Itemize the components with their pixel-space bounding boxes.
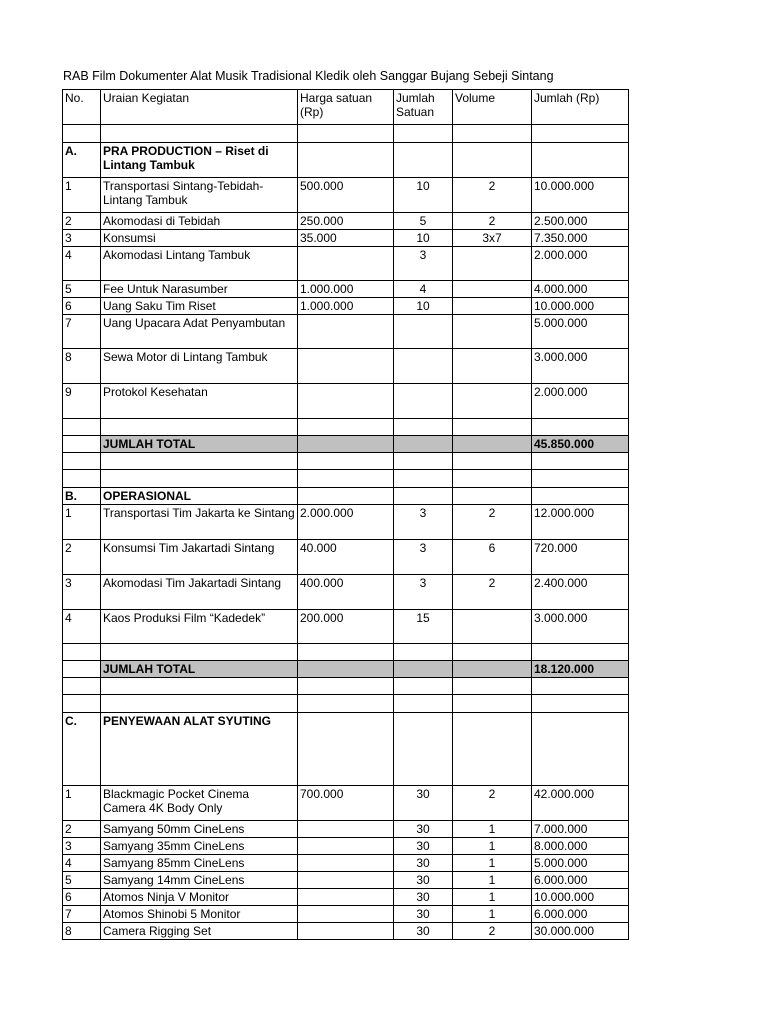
cell-quantity: 5: [394, 213, 453, 230]
cell-volume: [453, 436, 532, 453]
cell-quantity: [394, 349, 453, 384]
cell-quantity: 30: [394, 923, 453, 940]
cell-amount: 2.400.000: [532, 575, 629, 610]
cell-description: Akomodasi Tim Jakartadi Sintang: [101, 575, 298, 610]
cell-volume: [453, 125, 532, 143]
cell-amount: [532, 488, 629, 505]
cell-no: 7: [63, 315, 101, 349]
total-row: [63, 661, 629, 678]
cell-amount: 6.000.000: [532, 906, 629, 923]
cell-no: C.: [63, 713, 101, 786]
cell-amount: 7.000.000: [532, 821, 629, 838]
cell-unit-price: 400.000: [298, 575, 394, 610]
cell-volume: 1: [453, 855, 532, 872]
table-row: [63, 855, 629, 872]
cell-no: [63, 453, 101, 470]
cell-description: Samyang 35mm CineLens: [101, 838, 298, 855]
cell-description: JUMLAH TOTAL: [101, 661, 298, 678]
cell-amount: 2.500.000: [532, 213, 629, 230]
cell-quantity: [394, 470, 453, 488]
cell-description: [101, 678, 298, 695]
cell-description: Samyang 50mm CineLens: [101, 821, 298, 838]
cell-description: Konsumsi: [101, 230, 298, 247]
cell-description: Sewa Motor di Lintang Tambuk: [101, 349, 298, 384]
cell-description: [101, 419, 298, 436]
cell-description: Atomos Shinobi 5 Monitor: [101, 906, 298, 923]
cell-quantity: [394, 488, 453, 505]
blank-row: [63, 695, 629, 713]
header-description: Uraian Kegiatan: [101, 90, 298, 125]
document-title: RAB Film Dokumenter Alat Musik Tradisional Kledik oleh Sanggar Bujang Sebeji Sintang: [63, 69, 554, 83]
cell-volume: 1: [453, 821, 532, 838]
cell-quantity: 30: [394, 821, 453, 838]
cell-no: 8: [63, 349, 101, 384]
cell-description: Camera Rigging Set: [101, 923, 298, 940]
cell-volume: 2: [453, 505, 532, 540]
table-row: [63, 821, 629, 838]
cell-unit-price: [298, 125, 394, 143]
cell-quantity: 3: [394, 575, 453, 610]
cell-unit-price: [298, 247, 394, 281]
cell-volume: 3x7: [453, 230, 532, 247]
cell-amount: [532, 470, 629, 488]
cell-amount: [532, 419, 629, 436]
table-row: [63, 315, 629, 349]
cell-volume: 2: [453, 178, 532, 213]
cell-no: 3: [63, 838, 101, 855]
cell-quantity: 10: [394, 230, 453, 247]
cell-no: 6: [63, 298, 101, 315]
cell-volume: [453, 713, 532, 786]
cell-description: Uang Saku Tim Riset: [101, 298, 298, 315]
cell-unit-price: [298, 384, 394, 419]
cell-description: [101, 695, 298, 713]
blank-row: [63, 644, 629, 661]
budget-table-body: [63, 90, 629, 940]
blank-row: [63, 470, 629, 488]
cell-description: Transportasi Tim Jakarta ke Sintang: [101, 505, 298, 540]
cell-no: 2: [63, 213, 101, 230]
cell-no: [63, 695, 101, 713]
cell-quantity: [394, 436, 453, 453]
cell-volume: [453, 419, 532, 436]
cell-unit-price: 35.000: [298, 230, 394, 247]
cell-quantity: 30: [394, 872, 453, 889]
budget-table: [62, 89, 629, 940]
table-row: [63, 247, 629, 281]
cell-quantity: 30: [394, 855, 453, 872]
cell-unit-price: [298, 855, 394, 872]
cell-unit-price: [298, 695, 394, 713]
cell-quantity: 3: [394, 247, 453, 281]
cell-description: OPERASIONAL: [101, 488, 298, 505]
header-volume: Volume: [453, 90, 532, 125]
cell-volume: [453, 644, 532, 661]
cell-volume: [453, 610, 532, 644]
cell-volume: [453, 143, 532, 178]
cell-quantity: 30: [394, 889, 453, 906]
cell-amount: [532, 453, 629, 470]
cell-unit-price: [298, 889, 394, 906]
cell-quantity: 3: [394, 505, 453, 540]
cell-quantity: [394, 453, 453, 470]
cell-volume: [453, 661, 532, 678]
cell-no: [63, 661, 101, 678]
cell-volume: 2: [453, 213, 532, 230]
table-row: [63, 384, 629, 419]
cell-unit-price: [298, 661, 394, 678]
cell-unit-price: [298, 488, 394, 505]
cell-amount: 12.000.000: [532, 505, 629, 540]
cell-description: Samyang 14mm CineLens: [101, 872, 298, 889]
table-row: [63, 505, 629, 540]
cell-no: [63, 644, 101, 661]
blank-row: [63, 453, 629, 470]
cell-unit-price: 250.000: [298, 213, 394, 230]
cell-amount: 3.000.000: [532, 610, 629, 644]
cell-amount: 10.000.000: [532, 298, 629, 315]
table-row: [63, 786, 629, 821]
cell-volume: [453, 298, 532, 315]
cell-no: 4: [63, 610, 101, 644]
cell-amount: [532, 644, 629, 661]
cell-amount: 4.000.000: [532, 281, 629, 298]
section-header-row: [63, 713, 629, 786]
cell-unit-price: 1.000.000: [298, 298, 394, 315]
cell-amount: 8.000.000: [532, 838, 629, 855]
total-row: [63, 436, 629, 453]
cell-amount: [532, 143, 629, 178]
cell-unit-price: [298, 470, 394, 488]
table-row: [63, 838, 629, 855]
cell-description: Samyang 85mm CineLens: [101, 855, 298, 872]
cell-quantity: [394, 384, 453, 419]
cell-volume: [453, 678, 532, 695]
cell-unit-price: 2.000.000: [298, 505, 394, 540]
cell-quantity: [394, 678, 453, 695]
cell-description: Atomos Ninja V Monitor: [101, 889, 298, 906]
cell-no: 3: [63, 575, 101, 610]
cell-quantity: [394, 419, 453, 436]
cell-no: 1: [63, 178, 101, 213]
cell-unit-price: 700.000: [298, 786, 394, 821]
cell-no: [63, 678, 101, 695]
cell-amount: 18.120.000: [532, 661, 629, 678]
cell-no: [63, 419, 101, 436]
cell-unit-price: [298, 644, 394, 661]
table-row: [63, 213, 629, 230]
cell-description: Uang Upacara Adat Penyambutan: [101, 315, 298, 349]
cell-unit-price: 500.000: [298, 178, 394, 213]
cell-amount: 30.000.000: [532, 923, 629, 940]
table-row: [63, 610, 629, 644]
cell-quantity: 15: [394, 610, 453, 644]
cell-quantity: [394, 125, 453, 143]
cell-unit-price: [298, 315, 394, 349]
table-row: [63, 349, 629, 384]
cell-quantity: [394, 315, 453, 349]
header-unit-price: Harga satuan (Rp): [298, 90, 394, 125]
cell-amount: 45.850.000: [532, 436, 629, 453]
cell-no: [63, 125, 101, 143]
cell-unit-price: [298, 872, 394, 889]
cell-volume: 6: [453, 540, 532, 575]
cell-no: 7: [63, 906, 101, 923]
header-no: No.: [63, 90, 101, 125]
cell-quantity: [394, 661, 453, 678]
blank-row: [63, 419, 629, 436]
cell-amount: [532, 695, 629, 713]
cell-unit-price: [298, 419, 394, 436]
cell-description: [101, 453, 298, 470]
cell-amount: [532, 713, 629, 786]
cell-unit-price: [298, 349, 394, 384]
cell-quantity: 10: [394, 298, 453, 315]
cell-quantity: 4: [394, 281, 453, 298]
cell-volume: 1: [453, 889, 532, 906]
table-row: [63, 281, 629, 298]
cell-description: Akomodasi Lintang Tambuk: [101, 247, 298, 281]
cell-quantity: [394, 644, 453, 661]
cell-volume: [453, 349, 532, 384]
cell-no: A.: [63, 143, 101, 178]
cell-volume: [453, 384, 532, 419]
cell-volume: 2: [453, 575, 532, 610]
cell-volume: [453, 488, 532, 505]
cell-unit-price: 40.000: [298, 540, 394, 575]
table-row: [63, 178, 629, 213]
cell-quantity: [394, 695, 453, 713]
cell-unit-price: [298, 453, 394, 470]
cell-amount: 3.000.000: [532, 349, 629, 384]
cell-description: [101, 125, 298, 143]
cell-amount: 42.000.000: [532, 786, 629, 821]
cell-amount: 10.000.000: [532, 889, 629, 906]
cell-no: 5: [63, 281, 101, 298]
table-row: [63, 906, 629, 923]
cell-volume: [453, 453, 532, 470]
cell-no: 1: [63, 786, 101, 821]
cell-amount: 5.000.000: [532, 315, 629, 349]
cell-description: PENYEWAAN ALAT SYUTING: [101, 713, 298, 786]
cell-quantity: [394, 143, 453, 178]
cell-quantity: [394, 713, 453, 786]
cell-unit-price: [298, 678, 394, 695]
cell-amount: [532, 678, 629, 695]
table-row: [63, 872, 629, 889]
cell-unit-price: [298, 838, 394, 855]
cell-quantity: 30: [394, 838, 453, 855]
cell-no: 9: [63, 384, 101, 419]
cell-description: Transportasi Sintang-Tebidah-Lintang Tambuk: [101, 178, 298, 213]
cell-amount: 10.000.000: [532, 178, 629, 213]
cell-unit-price: 200.000: [298, 610, 394, 644]
section-header-row: [63, 143, 629, 178]
cell-no: 4: [63, 247, 101, 281]
cell-unit-price: [298, 436, 394, 453]
cell-amount: 720.000: [532, 540, 629, 575]
cell-volume: 1: [453, 838, 532, 855]
cell-no: B.: [63, 488, 101, 505]
cell-quantity: 30: [394, 906, 453, 923]
cell-no: [63, 470, 101, 488]
cell-no: 3: [63, 230, 101, 247]
cell-unit-price: [298, 143, 394, 178]
blank-row: [63, 125, 629, 143]
cell-volume: [453, 247, 532, 281]
cell-unit-price: [298, 923, 394, 940]
cell-volume: 2: [453, 786, 532, 821]
header-amount: Jumlah (Rp): [532, 90, 629, 125]
cell-description: Konsumsi Tim Jakartadi Sintang: [101, 540, 298, 575]
cell-no: 4: [63, 855, 101, 872]
cell-volume: 1: [453, 872, 532, 889]
cell-no: 5: [63, 872, 101, 889]
cell-amount: 7.350.000: [532, 230, 629, 247]
cell-description: Kaos Produksi Film “Kadedek”: [101, 610, 298, 644]
cell-no: 8: [63, 923, 101, 940]
cell-amount: 2.000.000: [532, 247, 629, 281]
cell-no: [63, 436, 101, 453]
table-row: [63, 923, 629, 940]
cell-no: 2: [63, 821, 101, 838]
cell-amount: 5.000.000: [532, 855, 629, 872]
cell-description: PRA PRODUCTION – Riset di Lintang Tambuk: [101, 143, 298, 178]
cell-description: Fee Untuk Narasumber: [101, 281, 298, 298]
cell-description: JUMLAH TOTAL: [101, 436, 298, 453]
section-header-row: [63, 488, 629, 505]
table-row: [63, 540, 629, 575]
cell-description: [101, 644, 298, 661]
blank-row: [63, 678, 629, 695]
cell-unit-price: 1.000.000: [298, 281, 394, 298]
cell-quantity: 3: [394, 540, 453, 575]
cell-description: [101, 470, 298, 488]
cell-description: Protokol Kesehatan: [101, 384, 298, 419]
table-header-row: [63, 90, 629, 125]
table-row: [63, 889, 629, 906]
cell-quantity: 30: [394, 786, 453, 821]
cell-unit-price: [298, 713, 394, 786]
cell-unit-price: [298, 821, 394, 838]
cell-amount: [532, 125, 629, 143]
cell-amount: 2.000.000: [532, 384, 629, 419]
cell-volume: [453, 695, 532, 713]
cell-volume: [453, 281, 532, 298]
cell-volume: [453, 315, 532, 349]
cell-quantity: 10: [394, 178, 453, 213]
table-row: [63, 298, 629, 315]
cell-volume: 2: [453, 923, 532, 940]
cell-description: Blackmagic Pocket Cinema Camera 4K Body Only: [101, 786, 298, 821]
cell-no: 1: [63, 505, 101, 540]
cell-volume: 1: [453, 906, 532, 923]
cell-amount: 6.000.000: [532, 872, 629, 889]
cell-volume: [453, 470, 532, 488]
table-row: [63, 230, 629, 247]
table-row: [63, 575, 629, 610]
cell-no: 2: [63, 540, 101, 575]
cell-unit-price: [298, 906, 394, 923]
header-quantity: Jumlah Satuan: [394, 90, 453, 125]
cell-description: Akomodasi di Tebidah: [101, 213, 298, 230]
cell-no: 6: [63, 889, 101, 906]
